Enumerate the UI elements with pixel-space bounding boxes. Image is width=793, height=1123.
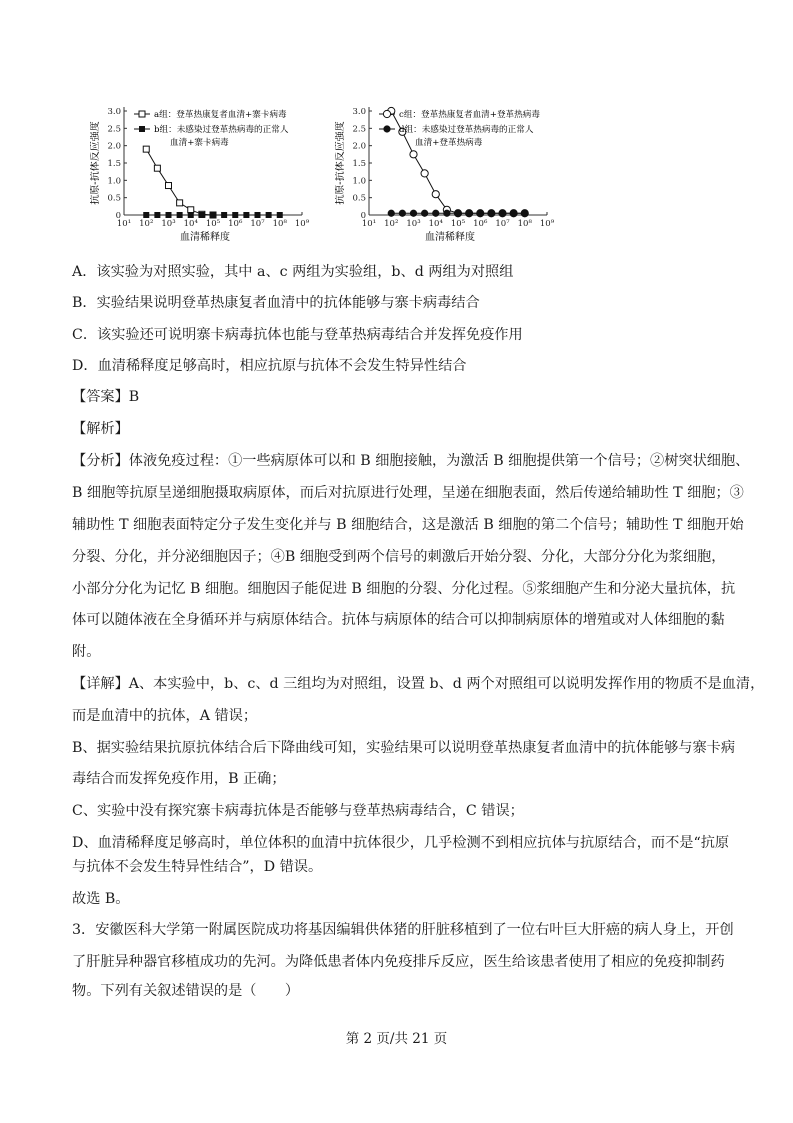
data-point bbox=[277, 212, 283, 218]
x-tick-label: 10² bbox=[384, 219, 399, 229]
data-point bbox=[266, 212, 272, 218]
y-axis-label: 抗原-抗体反应强度 bbox=[90, 121, 101, 205]
analysis-heading: 【解析】 bbox=[72, 421, 129, 437]
detail-line: 毒结合而发挥免疫作用，B 正确； bbox=[72, 771, 286, 787]
data-point bbox=[521, 210, 528, 217]
data-point bbox=[432, 210, 439, 217]
legend-marker bbox=[383, 125, 390, 132]
detail-line: 与抗体不会发生特异性结合”，D 错误。 bbox=[72, 859, 323, 875]
y-tick-label: 1.5 bbox=[107, 159, 121, 169]
answer-line: 【答案】B bbox=[72, 389, 140, 405]
question-3-line: 物。下列有关叙述错误的是（ ） bbox=[72, 983, 300, 999]
y-tick-label: 0.5 bbox=[352, 193, 366, 204]
data-point bbox=[454, 210, 461, 217]
option-c: C．该实验还可说明寨卡病毒抗体也能与登革热病毒结合并发挥免疫作用 bbox=[72, 327, 523, 343]
data-point bbox=[177, 212, 183, 218]
option-a: A．该实验为对照实验，其中 a、c 两组为实验组，b、d 两组为对照组 bbox=[72, 264, 514, 280]
data-point bbox=[177, 200, 183, 206]
question-3-line: 了肝脏异种器官移植成功的先河。为降低患者体内免疫排斥反应，医生给该患者使用了相应的免疫抑制药 bbox=[72, 954, 725, 970]
data-point bbox=[410, 210, 417, 217]
legend-marker bbox=[139, 111, 145, 117]
detail-line: 故选 B。 bbox=[72, 891, 130, 907]
analysis-line: 附。 bbox=[72, 644, 101, 660]
data-point bbox=[477, 210, 484, 217]
data-point bbox=[154, 212, 160, 218]
chart-left-svg bbox=[90, 103, 325, 248]
x-tick-label: 10² bbox=[139, 219, 154, 229]
x-tick-label: 10³ bbox=[406, 219, 421, 229]
data-point bbox=[188, 212, 194, 218]
data-point bbox=[443, 210, 450, 217]
y-tick-label: 0 bbox=[360, 211, 366, 221]
data-point bbox=[499, 210, 506, 217]
legend-marker bbox=[139, 126, 145, 132]
y-tick-label: 3.0 bbox=[107, 107, 121, 117]
page-footer: 第 2 页/共 21 页 bbox=[345, 1031, 448, 1047]
y-tick-label: 1.0 bbox=[352, 176, 366, 187]
chart-right bbox=[335, 103, 570, 252]
data-point bbox=[255, 212, 261, 218]
x-tick-label: 10⁷ bbox=[250, 219, 265, 229]
data-point bbox=[399, 210, 406, 217]
data-point bbox=[488, 210, 495, 217]
data-point bbox=[154, 165, 160, 171]
y-tick-label: 1.5 bbox=[352, 159, 366, 169]
detail-line: 【详解】A、本实验中，b、c、d 三组均为对照组，设置 b、d 两个对照组可以说明发挥作用的物质不是血清， bbox=[72, 676, 765, 692]
x-tick-label: 10⁷ bbox=[495, 219, 510, 229]
data-point bbox=[166, 212, 172, 218]
x-axis-label: 血清稀释度 bbox=[425, 232, 475, 243]
x-axis-label: 血清稀释度 bbox=[180, 232, 230, 243]
data-point bbox=[221, 212, 227, 218]
x-tick-label: 10⁹ bbox=[294, 219, 310, 229]
data-point bbox=[421, 170, 428, 177]
y-tick-label: 2.5 bbox=[352, 124, 366, 135]
data-point bbox=[210, 212, 216, 218]
figure-area bbox=[90, 103, 570, 248]
y-tick-label: 2.0 bbox=[352, 141, 366, 152]
x-tick-label: 10⁸ bbox=[272, 219, 287, 229]
option-b: B．实验结果说明登革热康复者血清中的抗体能够与寨卡病毒结合 bbox=[72, 295, 480, 311]
detail-line: B、据实验结果抗原抗体结合后下降曲线可知，实验结果可以说明登革热康复者血清中的抗体能够与寨卡病 bbox=[72, 740, 736, 756]
legend-label: a组：登革热康复者血清+寨卡病毒 bbox=[154, 110, 287, 120]
data-point bbox=[243, 212, 249, 218]
x-tick-label: 10⁹ bbox=[539, 219, 555, 229]
data-point bbox=[166, 183, 172, 189]
x-tick-label: 10⁵ bbox=[205, 219, 221, 229]
legend-marker bbox=[383, 110, 390, 117]
y-tick-label: 0.5 bbox=[107, 193, 121, 204]
data-point bbox=[143, 146, 149, 152]
data-point bbox=[199, 212, 205, 218]
chart-right-svg bbox=[335, 103, 570, 248]
option-d: D．血清稀释度足够高时，相应抗原与抗体不会发生特异性结合 bbox=[72, 358, 467, 374]
x-tick-label: 10⁶ bbox=[228, 219, 243, 229]
analysis-line: 体可以随体液在全身循环并与病原体结合。抗体与病原体的结合可以抑制病原体的增殖或对人体细胞的黏 bbox=[72, 612, 725, 628]
x-tick-label: 10⁴ bbox=[183, 219, 198, 229]
y-tick-label: 2.5 bbox=[107, 124, 121, 135]
y-tick-label: 2.0 bbox=[107, 141, 121, 152]
detail-line: D、血清稀释度足够高时，单位体积的血清中抗体很少，几乎检测不到相应抗体与抗原结合，而不是“抗原 bbox=[72, 835, 730, 851]
data-point bbox=[143, 212, 149, 218]
analysis-line: 辅助性 T 细胞表面特定分子发生变化并与 B 细胞结合，这是激活 B 细胞的第二个信号；辅助性 T 细胞开始 bbox=[72, 517, 744, 533]
data-point bbox=[232, 212, 238, 218]
chart-left bbox=[90, 103, 325, 252]
data-point bbox=[432, 191, 439, 198]
data-point bbox=[421, 210, 428, 217]
data-point bbox=[510, 210, 517, 217]
analysis-line: 小部分分化为记忆 B 细胞。细胞因子能促进 B 细胞的分裂、分化过程。⑤浆细胞产生和分泌大量抗体，抗 bbox=[72, 581, 736, 597]
y-tick-label: 3.0 bbox=[352, 107, 366, 117]
data-point bbox=[466, 210, 473, 217]
x-tick-label: 10¹ bbox=[116, 219, 132, 229]
legend-label: d组：未感染过登革热病毒的正常人 bbox=[399, 125, 534, 135]
analysis-line: 分裂、分化，并分泌细胞因子；④B 细胞受到两个信号的刺激后开始分裂、分化，大部分分化为浆细胞， bbox=[72, 549, 726, 565]
detail-line: C、实验中没有探究寨卡病毒抗体是否能够与登革热病毒结合，C 错误； bbox=[72, 803, 524, 819]
detail-line: 而是血清中的抗体，A 错误； bbox=[72, 708, 258, 724]
y-tick-label: 1.0 bbox=[107, 176, 121, 187]
legend-label: b组：未感染过登革热病毒的正常人 bbox=[154, 125, 289, 135]
legend-label: 血清+登革热病毒 bbox=[415, 138, 483, 148]
y-tick-label: 0 bbox=[115, 211, 121, 221]
x-tick-label: 10³ bbox=[161, 219, 176, 229]
x-tick-label: 10⁶ bbox=[473, 219, 488, 229]
legend-label: c组：登革热康复者血清+登革热病毒 bbox=[399, 110, 540, 120]
data-point bbox=[388, 210, 395, 217]
x-tick-label: 10⁵ bbox=[450, 219, 466, 229]
x-tick-label: 10⁸ bbox=[517, 219, 532, 229]
legend-label: 血清+寨卡病毒 bbox=[170, 138, 229, 148]
analysis-line: 【分析】体液免疫过程：①一些病原体可以和 B 细胞接触，为激活 B 细胞提供第一个信号；②树突状细胞、 bbox=[72, 453, 750, 469]
x-tick-label: 10⁴ bbox=[428, 219, 443, 229]
analysis-line: B 细胞等抗原呈递细胞摄取病原体，而后对抗原进行处理，呈递在细胞表面，然后传递给辅助性 T 细胞；③ bbox=[72, 485, 744, 501]
x-tick-label: 10¹ bbox=[361, 219, 377, 229]
y-axis-label: 抗原-抗体反应强度 bbox=[335, 121, 346, 205]
data-point bbox=[410, 151, 417, 158]
question-3-line: 3．安徽医科大学第一附属医院成功将基因编辑供体猪的肝脏移植到了一位右叶巨大肝癌的病人身上，开创 bbox=[72, 922, 734, 938]
data-point bbox=[188, 207, 194, 213]
